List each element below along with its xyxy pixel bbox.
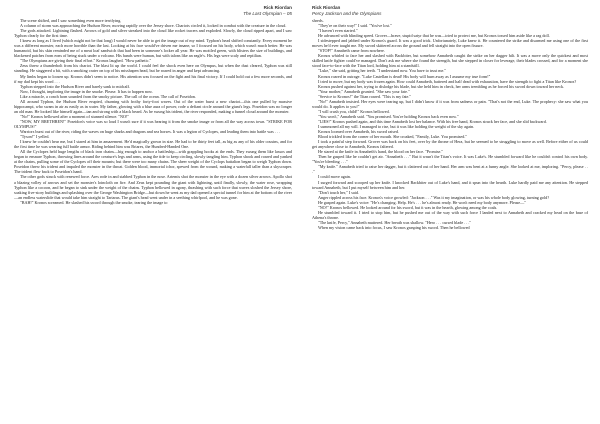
paragraph: I surged forward and scooped up her knife. I knocked Backbiter out of Luke's hand, and it spun into the hearth. Luke hardly paid me any attention. He stepped toward Annabeth, but I put myself between him and her.	[312, 179, 588, 190]
paragraph: Kronos roared in outrage. "Luke Castellan is dead! His body will burn away as I assume my true form!"	[318, 73, 491, 79]
paragraph: "My knife." Annabeth tried to raise her dagger, but it clattered out of her hand. Her arm was bent at a funny angle. She looked at me, imploring. "Percy, please . . ."	[312, 164, 588, 175]
paragraph: Blood trickled from the corner of her mouth. She croaked, "Family, Luke. You promised."	[318, 134, 468, 140]
paragraph: "The knife, Percy," Annabeth muttered. Her breath was shallow. "Hero . . . cursed blade . . ."	[318, 219, 472, 225]
paragraph: When my vision came back into focus, I saw Kronos grasping his sword. Then he bellowed	[318, 224, 470, 230]
paragraph: He advanced with blinding speed. Grover—brave, stupid satyr that he was—tried to protect me, but Kronos tossed him aside like a rag doll.	[318, 33, 550, 39]
paragraph: "NOW, MY BRETHREN!" Poseidon's voice was so loud I wasn't sure if it was hearing it from the smoke image or from all the way across town. "STRIKE FOR OLYMPUS!"	[14, 118, 292, 129]
paragraph: Like a miracle, a conch horn sounded from the smoky picture. The call of the ocean. The call of Poseidon.	[20, 93, 196, 99]
paragraph: He stared at the knife in Annabeth's hand, the blood on her face. "Promise."	[318, 149, 444, 155]
page-body	[14, 18, 292, 205]
paragraph: I could move again.	[318, 174, 351, 180]
paragraph: I tried to move, but my body was frozen again. How could Annabeth, battered and half dead with exhaustion, have the strength to fight a Titan like Kronos?	[318, 78, 577, 84]
page-header	[14, 5, 292, 18]
page-header	[312, 5, 588, 18]
right-page	[300, 0, 600, 424]
paragraph: "NO!" Kronos bellowed. He looked around for his sword, but it was in the hearth, glowing among the coals.	[318, 204, 498, 210]
paragraph: The other gods struck with renewed force. Ares rode in and stabbed Typhon in the nose. Artemis shot the monster in the eye with a dozen silver arrows. Apollo shot a blazing volley of arrows and set the monster's loincloth on fire. And Zeus kept pounding the giant with lightning, until finally, slowly, the water rose, wrapping Typhon like a cocoon, and he began to sink under the weight of the chains. Typhon bellowed in agony, thrashing with such force that waves sloshed the Jersey shore, soaking five-story buildings and splashing over the George Washington Bridge—but down he went as my dad opened a special tunnel for him at the bottom of the river—an endless waterslide that would take him straight to Tartarus. The giant's head went under in a seething whirlpool, and he was gone.	[14, 174, 292, 200]
header-author: Rick Riordan	[312, 5, 341, 10]
paragraph: "Tyson!" I yelled.	[20, 134, 50, 140]
paragraph: I took a painful step forward. Grover was back on his feet, over by the throne of Hera, but he seemed to be struggling to move as well. Before either of us could get anywhere close to Annabeth, Kronos faltered.	[312, 139, 588, 150]
paragraph: "STOP!" Annabeth came from nowhere.	[318, 48, 385, 54]
paragraph: "You won't," Annabeth said. "You promised. You're holding Kronos back even now."	[318, 113, 459, 119]
paragraph: He stumbled toward it. I tried to stop him, but he pushed me out of the way with such force I landed next to Annabeth and cracked my head on the base of Athena's throne.	[312, 209, 588, 220]
page-body	[312, 18, 588, 230]
paragraph: shreds.	[312, 18, 324, 23]
paragraph: Typhon stepped into the Hudson River and barely sank to midcalf.	[20, 83, 130, 89]
paragraph: Warriors burst out of the river, riding the waves on huge sharks and dragons and sea horses. It was a legion of Cyclopes, and leading them into battle was . . .	[20, 129, 280, 135]
paragraph: Anger rippled across his face. Kronos's voice growled: "Jackson . . ." Was it my imagination, or was his whole body glowing, turning gold?	[318, 194, 550, 200]
paragraph: The gods attacked. Lightning flashed. Arrows of gold and silver streaked into the cloud like rocket tracers and exploded. Slowly, the cloud ripped apart, and I saw Typhon clearly for the first time.	[14, 28, 292, 39]
header-title: The Last Olympian – 05	[243, 10, 292, 16]
paragraph: I knew he couldn't hear me, but I stared at him in amazement. He'd magically grown in size. He had to be thirty feet tall, as big as any of his older cousins, and for the first time he was wearing full battle armor. Riding behind him was Briares, the Hundred-Handed One.	[14, 139, 292, 150]
header-title: Percy Jackson and the Olympians	[312, 10, 382, 16]
paragraph: "LIES!" Kronos pushed again, and this time Annabeth lost her balance. With his free hand, Kronos struck her face, and she slid backward.	[318, 118, 547, 124]
paragraph: All the Cyclopes held huge lengths of black iron chains—big enough to anchor a battleship—with grappling hooks at the ends. They swung them like lassos and began to ensnare Typhon, throwing lines around the creature's legs and arms, using the tide to keep circling, slowly tangling him. Typhon shook and roared and yanked at the chains, pulling some of the Cyclopes off their mounts; but there were too many chains. The sheer weight of the Cyclops battalion began to weigh Typhon down. Poseidon threw his trident and impaled the monster in the throat. Golden blood, immortal ichor, spewed from the wound, making a waterfall taller than a skyscraper. The trident flew back to Poseidon's hand.	[14, 149, 292, 175]
paragraph: All around Typhon, the Hudson River erupted, churning with frothy forty-foot waves. Out of the water burst a new chariot—this one pulled by massive hippocampi, who swam in air as easily as in water. My father, glowing with a blue aura of power, rode a defiant circle around the giant's legs. Poseidon was no longer an old man. He looked like himself again—tan and strong with a black beard. As he swung his trident, the river responded, making a funnel cloud around the monster.	[14, 98, 292, 114]
paragraph: Zeus threw a thunderbolt from his chariot. The blast lit up the world. I could feel the shock even here on Olympus, but when the dust cleared, Typhon was still standing. He staggered a bit, with a smoking crater on top of his misshapen head, but he roared in anger and kept advancing.	[14, 63, 292, 74]
paragraph: He gasped again. Luke's voice: "He's changing. Help. He's . . . he's almost ready. He won't need my body anymore. Please—"	[318, 199, 526, 205]
paragraph: I knew as long as I lived (which might not be that long) I would never be able to get the image out of my mind. Typhon's head shifted constantly. Every moment he was a different monster, each more horrible than the last. Looking at his face would've driven me insane, so I focused on his body, which wasn't much better. He was humanoid, but his skin reminded me of a meat loaf sandwich that had been in someone's locker all year. He was mottled green, with blisters the size of buildings, and blackened patches from eons of being stuck under a volcano. His hands were human, but with talons like an eagle's. His legs were scaly and reptilian.	[14, 38, 292, 59]
paragraph: "I will crush you, child!" Kronos bellowed.	[318, 108, 390, 114]
paragraph: Kronos pushed against her, trying to dislodge his blade, but she held him in check, her arms trembling as he forced his sword down toward her neck.	[318, 83, 565, 89]
header-author: Rick Riordan	[263, 5, 292, 10]
paragraph: A column of storm was approaching the Hudson River, moving rapidly over the Jersey shore. Chariots circled it, locked in combat with the creature in the cloud.	[20, 23, 287, 29]
paragraph: "Your mother," Annabeth grunted. "She saw your fate."	[318, 88, 410, 94]
paragraph: "No!" Kronos bellowed after a moment of stunned silence. "NO!"	[20, 113, 130, 119]
paragraph: Now, I thought, imploring the image in the smoke. Please. It has to happen now.	[20, 88, 153, 94]
paragraph: Kronos loomed over Annabeth, his sword raised.	[318, 129, 399, 135]
paragraph: I sidestepped and jabbed under Kronos's guard. It was a good trick. Unfortunately, Luke knew it. He countered the strike and disarmed me using one of the first moves he'd ever taught me. My sword skittered across the ground and fell straight into the open fissure.	[312, 38, 588, 49]
paragraph: "BAH!" Kronos screamed. He slashed his sword through the smoke, tearing the image to	[20, 199, 168, 205]
paragraph: "Service to Kronos!" the Titan roared. "This is my fate."	[318, 93, 412, 99]
paragraph: "The Olympians are giving their final effort." Kronos laughed. "How pathetic."	[20, 58, 152, 64]
paragraph: Kronos whirled to face her and slashed with Backbiter, but somehow Annabeth caught the strike on her dagger hilt. It was a move only the quickest and most skilled knife fighter could've managed. Don't ask me where she found the strength, but she stepped in closer for leverage, their blades crossed, and for a moment she stood face-to-face with the Titan lord, holding him at a standstill.	[312, 53, 588, 69]
paragraph: Then he gasped like he couldn't get air. "Annabeth . . ." But it wasn't the Titan's voice. It was Luke's. He stumbled forward like he couldn't control his own body. "You're bleeding . . ."	[312, 154, 588, 165]
paragraph: "No!" Annabeth insisted. Her eyes were tearing up, but I didn't know if it was from sadness or pain. "That's not the end, Luke. The prophecy: she saw what you would do. It applies to you!"	[312, 98, 588, 109]
paragraph: The scene shifted, and I saw something even more terrifying.	[20, 18, 122, 23]
paragraph: "Don't touch her," I said.	[318, 189, 359, 195]
paragraph: "Luke," she said, gritting her teeth. "I understand now. You have to trust me."	[318, 68, 447, 74]
paragraph: My limbs began to loosen up. Kronos didn't seem to notice. His attention was focused on the fight and his final victory. If I could hold out a few more seconds, and if my dad kept his word . . .	[14, 73, 292, 84]
paragraph: I summoned all my will. I managed to rise, but it was like holding the weight of the sky again.	[318, 123, 475, 129]
paragraph: "They're on their way!" I said. "You've lost."	[318, 23, 392, 29]
paragraph: "I haven't even started."	[318, 28, 358, 34]
